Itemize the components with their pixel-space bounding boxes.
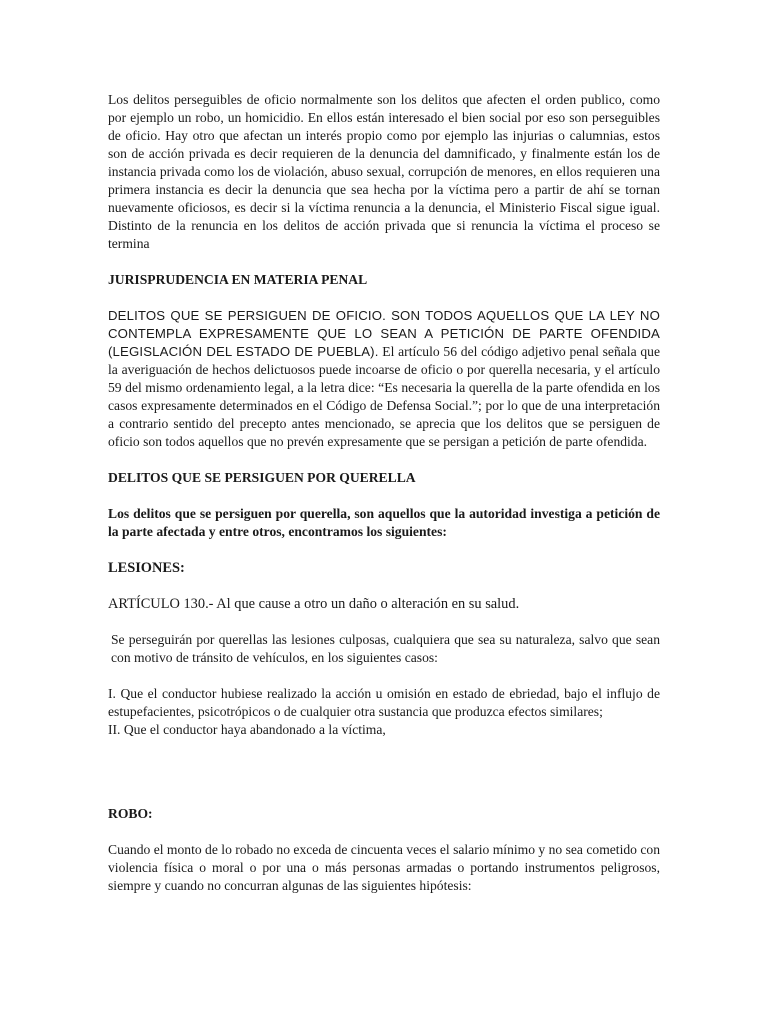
heading-lesiones: LESIONES: [108, 560, 185, 576]
heading-robo: ROBO: [108, 806, 153, 821]
document-page [108, 91, 660, 895]
jurisprudencia-body: El artículo 56 del código adjetivo penal señala que la averiguación de hechos delictuosos puede incoarse de oficio o por querella necesaria, y el artículo 59 del mismo ordenamiento legal, a la letra dice: “Es necesaria la querella de la parte ofendida en los casos expresamente determinados en el Código de Defensa Social.”; por lo que de una interpretación a contrario sentido del precepto antes mencionado, se aprecia que los delitos que se persiguen de oficio son todos aquellos que no prevén expresamente que se persigan a petición de parte ofendida. [108, 344, 660, 449]
list-item-i: I. Que el conductor hubiese realizado la acción u omisión en estado de ebriedad, bajo el influjo de estupefacientes, psicotrópicos o de cualquier otra sustancia que produzca efectos similares; [108, 686, 660, 719]
jurisprudencia-caps-title: DELITOS QUE SE PERSIGUEN DE OFICIO. SON TODOS AQUELLOS QUE LA LEY NO CONTEMPLA EXPRESAMENTE QUE LO SEAN A PETICIÓN DE PARTE OFENDIDA (LEGISLACIÓN DEL ESTADO DE PUEBLA). [108, 308, 660, 359]
heading-jurisprudencia: JURISPRUDENCIA EN MATERIA PENAL [108, 272, 368, 287]
robo-paragraph: Cuando el monto de lo robado no exceda de cincuenta veces el salario mínimo y no sea cometido con violencia física o moral o por una o más personas armadas o portando instrumentos peligrosos, siempre y cuando no concurran algunas de las siguientes hipótesis: [108, 842, 660, 893]
lesiones-paragraph: Se perseguirán por querellas las lesiones culposas, cualquiera que sea su naturaleza, salvo que sean con motivo de tránsito de vehículos, en los siguientes casos: [111, 632, 660, 665]
intro-paragraph: Los delitos perseguibles de oficio normalmente son los delitos que afecten el orden publico, como por ejemplo un robo, un homicidio. En ellos están interesado el bien social por eso son perseguibles de oficio. Hay otro que afectan un interés propio como por ejemplo las injurias o calumnias, estos son de acción privada es decir requieren de la denuncia del damnificado, y finalmente están los de instancia privada como los de violación, abuso sexual, corrupción de menores, en ellos requieren una primera instancia es decir la denuncia que sea hecha por la víctima pero a partir de ahí se tornan nuevamente oficiosos, es decir si la víctima renuncia a la denuncia, el Ministerio Fiscal sigue igual. Distinto de la renuncia en los delitos de acción privada que si renuncia la víctima el proceso se termina [108, 92, 660, 251]
articulo-130: ARTÍCULO 130.- Al que cause a otro un daño o alteración en su salud. [108, 596, 520, 612]
heading-querella: DELITOS QUE SE PERSIGUEN POR QUERELLA [108, 470, 416, 485]
list-item-ii: II. Que el conductor haya abandonado a la víctima, [108, 722, 386, 737]
jurisprudencia-paragraph [108, 307, 660, 451]
querella-paragraph: Los delitos que se persiguen por querella, son aquellos que la autoridad investiga a petición de la parte afectada y entre otros, encontramos los siguientes: [108, 506, 660, 539]
